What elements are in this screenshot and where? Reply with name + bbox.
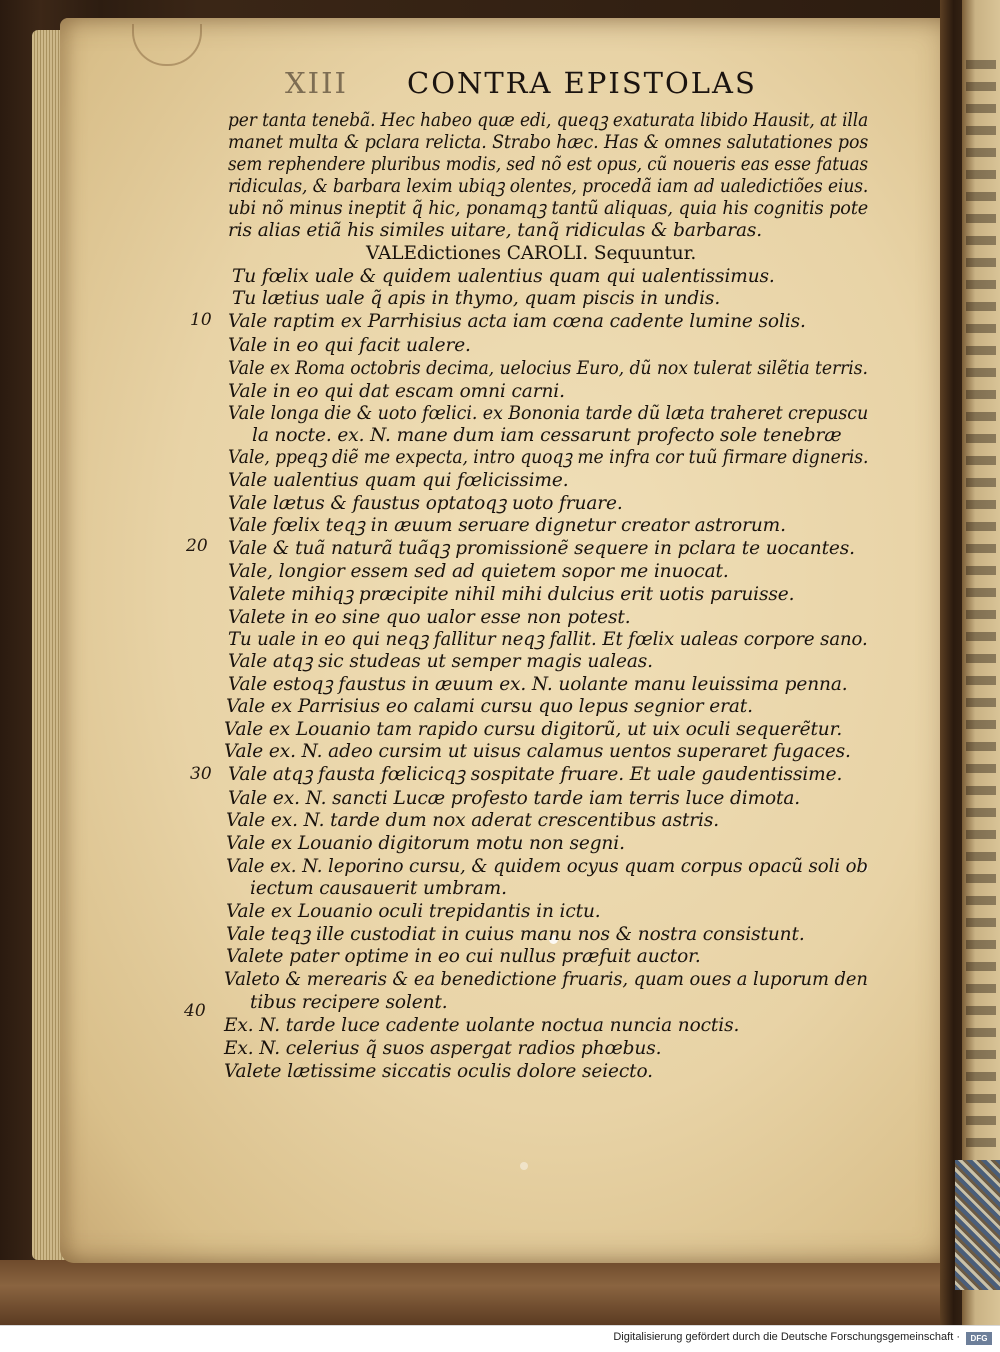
text-line: Valete lætissime siccatis oculis dolore seiecto. [224,1061,653,1082]
footer-bar [0,1325,1000,1352]
text-line: Vale raptim ex Parrhisius acta iam cœna cadente lumine solis. [228,311,806,332]
text-line: ridiculas, & barbara lexim ubiqꝫ olentes, procedã iam ad ualedictiões eius. [228,176,869,197]
funding-credit: Digitalisierung gefördert durch die Deutsche Forschungsgemeinschaft · [613,1331,960,1343]
text-line: Vale, ppeqꝫ diẽ me expecta, intro quoqꝫ me infra cor tuũ firmare digneris. [228,447,869,468]
text-line: Valeto & merearis & ea benedictione fruaris, quam oues a luporum den [224,969,868,990]
text-line: Vale estoqꝫ faustus in æuum ex. N. uolante manu leuissima penna. [228,674,848,695]
text-line: Vale ex. N. adeo cursim ut uisus calamus uentos superaret fugaces. [224,741,851,762]
text-line: Tu fœlix uale & quidem ualentius quam qui ualentissimus. [232,266,775,287]
running-header [285,66,845,102]
text-line: iectum causauerit umbram. [250,878,507,899]
text-line: Vale fœlix teqꝫ in æuum seruare dignetur creator astrorum. [228,515,786,536]
text-line: Vale ualentius quam qui fœlicissime. [228,470,569,491]
text-line: Vale lætus & faustus optatoqꝫ uoto fruare. [228,493,623,514]
text-line: Vale, longior essem sed ad quietem sopor me inuocat. [228,561,729,582]
text-line: Vale teqꝫ ille custodiat in cuius manu nos & nostra consistunt. [226,924,805,945]
text-line: sem rephendere pluribus modis, sed nõ est opus, cũ noueris eas esse fatuas [228,154,869,175]
text-line: ubi nõ minus ineptit q̃ hic, ponamqꝫ tantũ aliquas, quia his cognitis pote [228,198,869,219]
text-line: Ex. N. celerius q̃ suos aspergat radios phœbus. [224,1038,662,1059]
text-line: ris alias etiã his similes uitare, tanq̃ ridiculas & barbaras. [228,220,763,241]
section-heading: VALEdictiones CAROLI. Sequuntur. [366,243,697,264]
text-line: Vale atqꝫ fausta fœlicicqꝫ sospitate fruare. Et uale gaudentissime. [228,764,843,785]
text-line: Vale ex. N. tarde dum nox aderat crescentibus astris. [226,810,720,831]
line-number: 40 [184,1001,206,1021]
text-line: Vale ex. N. sancti Lucæ profesto tarde iam terris luce dimota. [228,788,801,809]
dfg-logo-icon: DFG [966,1332,992,1345]
text-line: Valete pater optime in eo cui nullus præfuit auctor. [226,946,701,967]
text-line: Vale ex Louanio digitorum motu non segni. [226,833,625,854]
text-line: la nocte. ex. N. mane dum iam cessarunt profecto sole tenebræ [252,425,842,446]
text-line: Ex. N. tarde luce cadente uolante noctua nuncia noctis. [224,1015,740,1036]
text-line: Vale longa die & uoto fœlici. ex Bononia tarde dũ læta traheret crepuscu [228,403,869,424]
line-number: 20 [186,536,208,556]
text-line: Valete mihiqꝫ præcipite nihil mihi dulcius erit uotis paruisse. [228,584,795,605]
text-line: Vale ex Louanio oculi trepidantis in ictu. [226,901,601,922]
line-number: 10 [190,310,212,330]
text-line: Vale ex Roma octobris decima, uelocius Euro, dũ nox tulerat silẽtia terris. [228,358,868,379]
facing-page-text [966,60,996,1160]
running-title: CONTRA EPISTOLAS [407,66,757,100]
text-line: tibus recipere solent. [250,992,448,1013]
text-line: Vale in eo qui dat escam omni carni. [228,381,565,402]
folio-number: XIII [285,66,349,100]
line-number: 30 [190,764,212,784]
paper-hole [520,1162,528,1170]
text-line: Vale ex Louanio tam rapido cursu digitorũ, ut uix oculi sequerẽtur. [224,719,843,740]
marbled-endpaper [955,1160,1000,1290]
text-line: manet multa & pclara relicta. Strabo hæc. Has & omnes salutationes pos [228,132,869,153]
text-line: Vale in eo qui facit ualere. [228,335,471,356]
text-line: Vale ex. N. leporino cursu, & quidem ocyus quam corpus opacũ soli ob [226,856,868,877]
book-board-edge [0,1260,970,1325]
text-line: Vale atqꝫ sic studeas ut semper magis ualeas. [228,651,653,672]
text-line: per tanta tenebã. Hec habeo quæ edi, queqꝫ exaturata libido Hausit, at illa [228,110,869,131]
text-line: Vale ex Parrisius eo calami cursu quo lepus segnior erat. [226,696,753,717]
text-line: Tu lætius uale q̃ apis in thymo, quam piscis in undis. [232,288,721,309]
text-line: Tu uale in eo qui neqꝫ fallitur neqꝫ fallit. Et fœlix ualeas corpore sano. [228,629,868,650]
text-line: Valete in eo sine quo ualor esse non potest. [228,607,631,628]
text-line: Vale & tuã naturã tuãqꝫ promissionẽ sequere in pclara te uocantes. [228,538,855,559]
